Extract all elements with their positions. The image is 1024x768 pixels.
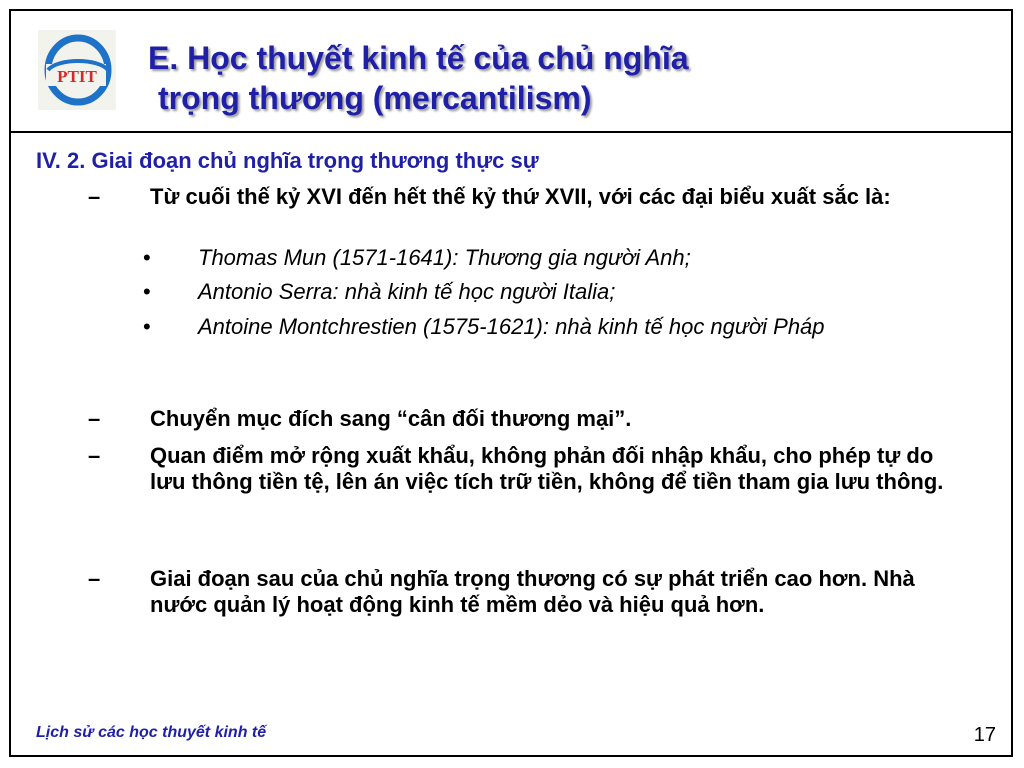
list-item-text: Antoine Montchrestien (1575-1621): nhà kinh tế học người Pháp <box>198 314 825 339</box>
slide-frame <box>9 9 1013 757</box>
dash-marker: – <box>88 443 101 468</box>
list-item-text: Thomas Mun (1571-1641): Thương gia người Anh; <box>198 245 691 270</box>
page-number: 17 <box>973 724 996 746</box>
list-item-text: Giai đoạn sau của chủ nghĩa trọng thương có sự phát triển cao hơn. Nhà nước quản lý hoạt động kinh tế mềm dẻo và hiệu quả hơn. <box>150 566 915 617</box>
svg-text:PTIT: PTIT <box>57 67 97 86</box>
ptit-logo <box>38 30 116 110</box>
section-heading: IV. 2. Giai đoạn chủ nghĩa trọng thương thực sự <box>36 148 539 173</box>
dash-marker: – <box>88 184 101 209</box>
header-divider <box>9 131 1013 133</box>
dash-marker: – <box>88 566 101 591</box>
list-item-text: Từ cuối thế kỷ XVI đến hết thế kỷ thứ XVII, với các đại biểu xuất sắc là: <box>150 184 891 209</box>
title-line-1: E. Học thuyết kinh tế của chủ nghĩa <box>148 40 689 76</box>
list-item-text: Antonio Serra: nhà kinh tế học người Italia; <box>198 279 616 304</box>
list-item-text: Chuyển mục đích sang “cân đối thương mại”. <box>150 406 632 431</box>
dash-marker: – <box>88 406 101 431</box>
list-item-text: Quan điểm mở rộng xuất khẩu, không phản đối nhập khẩu, cho phép tự do lưu thông tiền tệ, lên án việc tích trữ tiền, không để tiền tham gia lưu thông. <box>150 443 944 494</box>
bullet-marker: • <box>143 314 151 339</box>
slide-title <box>148 38 689 118</box>
title-line-2: trọng thương (mercantilism) <box>158 80 592 116</box>
footer-course-title: Lịch sử các học thuyết kinh tế <box>36 724 267 741</box>
bullet-marker: • <box>143 279 151 304</box>
bullet-marker: • <box>143 245 151 270</box>
